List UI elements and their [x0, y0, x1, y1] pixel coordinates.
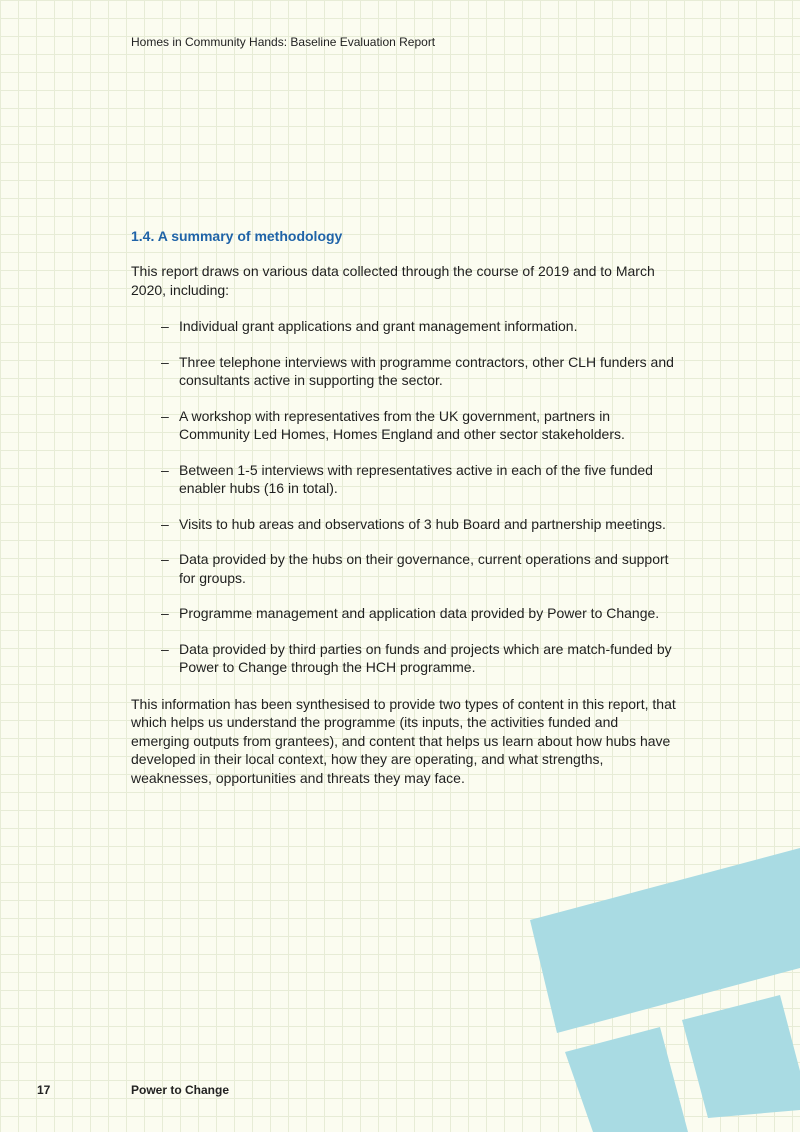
list-item-text: Individual grant applications and grant management information.: [179, 318, 578, 334]
list-item-text: Three telephone interviews with programme contractors, other CLH funders and consultants active in supporting the sector.: [179, 353, 674, 388]
list-item: [131, 353, 676, 390]
dash-icon: –: [161, 318, 169, 334]
list-item: [131, 604, 676, 623]
section-heading: 1.4. A summary of methodology: [131, 228, 343, 244]
list-item: [131, 317, 676, 336]
dash-icon: –: [161, 640, 169, 657]
list-item-text: Programme management and application data provided by Power to Change.: [179, 605, 660, 621]
main-content: [131, 228, 676, 805]
dash-icon: –: [161, 605, 169, 621]
dash-icon: –: [161, 353, 169, 370]
list-item: [131, 550, 676, 587]
methodology-list: [131, 317, 676, 677]
intro-paragraph: This report draws on various data collected through the course of 2019 and to March 2020, including:: [131, 263, 655, 298]
dash-icon: –: [161, 515, 169, 532]
decorative-block-bottom-right: [682, 995, 800, 1118]
list-item: [131, 640, 676, 677]
dash-icon: –: [161, 461, 169, 478]
decorative-block-bottom-left: [565, 1027, 688, 1132]
closing-paragraph: This information has been synthesised to provide two types of content in this report, that which helps us understand the programme (its inputs, the activities funded and emerging outputs from grantees), and content that helps us learn about how hubs have developed in their local context, how they are operating, and what strengths, weaknesses, opportunities and threats they may face.: [131, 695, 676, 786]
list-item: [131, 515, 676, 534]
decorative-block-large: [530, 848, 800, 1033]
dash-icon: –: [161, 407, 169, 424]
list-item: [131, 461, 676, 498]
list-item-text: A workshop with representatives from the UK government, partners in Community Led Homes, Homes England and other sector stakeholders.: [179, 407, 625, 442]
list-item-text: Visits to hub areas and observations of 3 hub Board and partnership meetings.: [179, 515, 666, 532]
list-item: [131, 407, 676, 444]
list-item-text: Data provided by the hubs on their governance, current operations and support for groups.: [179, 551, 669, 586]
dash-icon: –: [161, 551, 169, 567]
page-number: 17: [37, 1083, 51, 1097]
list-item-text: Between 1-5 interviews with representatives active in each of the five funded enabler hubs (16 in total).: [179, 461, 653, 496]
footer-brand: Power to Change: [131, 1083, 230, 1097]
running-header: Homes in Community Hands: Baseline Evaluation Report: [131, 35, 436, 49]
list-item-text: Data provided by third parties on funds and projects which are match-funded by Power to Change through the HCH programme.: [179, 640, 672, 675]
